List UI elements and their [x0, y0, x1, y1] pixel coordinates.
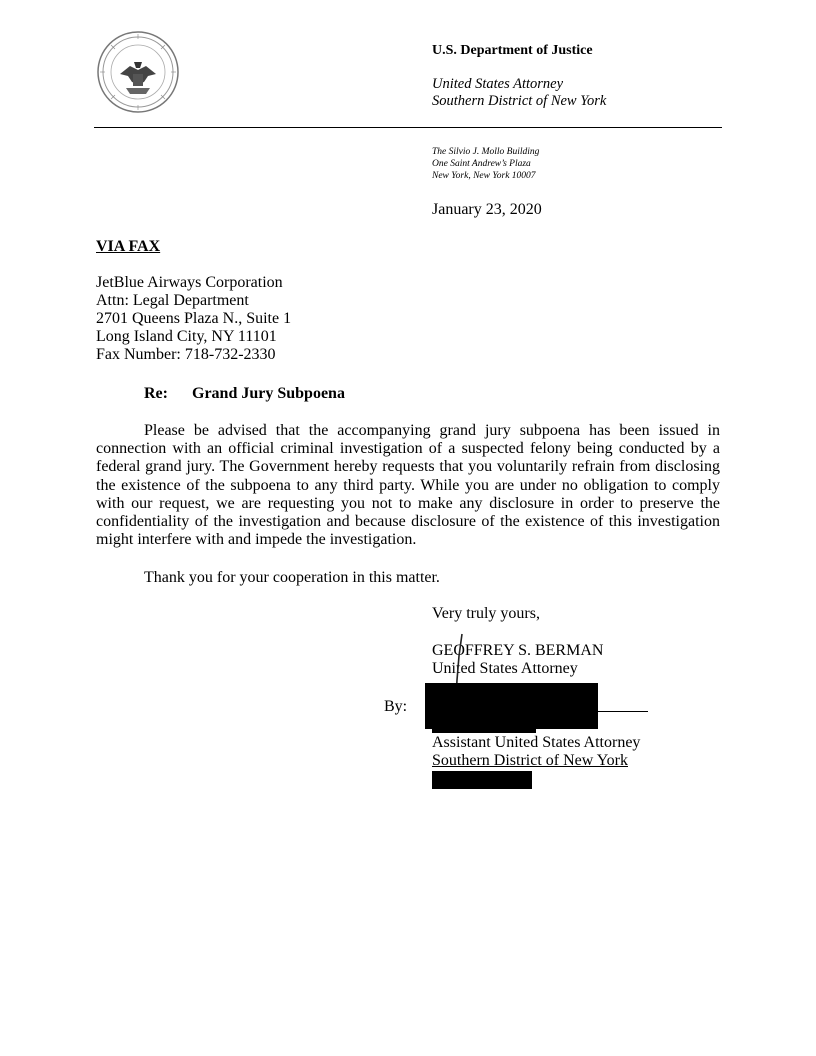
office-line-1: United States Attorney [432, 76, 564, 92]
recipient-line-1: JetBlue Airways Corporation [96, 274, 283, 291]
recipient-line-2: Attn: Legal Department [96, 292, 249, 309]
doj-seal-icon [96, 30, 180, 114]
recipient-block [96, 274, 291, 364]
redaction-signature [425, 683, 598, 729]
closing: Very truly yours, [432, 605, 540, 622]
signer-name: GEOFFREY S. BERMAN [432, 642, 604, 659]
recipient-line-3: 2701 Queens Plaza N., Suite 1 [96, 310, 292, 327]
letter-date: January 23, 2020 [432, 201, 542, 218]
header-divider [94, 127, 722, 128]
signatory-title-line-1: Assistant United States Attorney [432, 734, 641, 751]
address-line-3: New York, New York 10007 [432, 171, 536, 181]
subject-line [144, 385, 345, 403]
department-name: U.S. Department of Justice [432, 43, 593, 58]
subject-text: Grand Jury Subpoena [192, 385, 345, 402]
signatory-title-line-2: Southern District of New York [432, 752, 628, 769]
address-line-2: One Saint Andrew’s Plaza [432, 159, 531, 169]
recipient-line-5: Fax Number: 718-732-2330 [96, 346, 276, 363]
delivery-method: VIA FAX [96, 238, 161, 255]
office-line-2: Southern District of New York [432, 93, 607, 109]
by-label: By: [384, 698, 408, 715]
signatory-title [432, 734, 640, 770]
recipient-line-4: Long Island City, NY 11101 [96, 328, 277, 345]
signature-line [598, 711, 648, 712]
thanks-paragraph: Thank you for your cooperation in this matter. [144, 569, 440, 586]
redaction-contact [432, 771, 532, 789]
body-paragraph: Please be advised that the accompanying grand jury subpoena has been issued in connection with an official criminal investigation of a suspected felony being conducted by a federal grand jury. The Government hereby requests that you voluntarily refrain from disclosing the existence of the subpoena to any third party. While you are under no obligation to comply with our request, we are requesting you not to make any disclosure in order to preserve the confidentiality of the investigation and because disclosure of the existence of this investigation might interfere with and impede the investigation. [96, 422, 720, 549]
office-address [432, 146, 539, 182]
subject-label: Re: [144, 385, 168, 402]
office-name [432, 76, 606, 110]
signer-title: United States Attorney [432, 660, 578, 677]
address-line-1: The Silvio J. Mollo Building [432, 147, 540, 157]
redaction-signature-edge [432, 729, 536, 733]
